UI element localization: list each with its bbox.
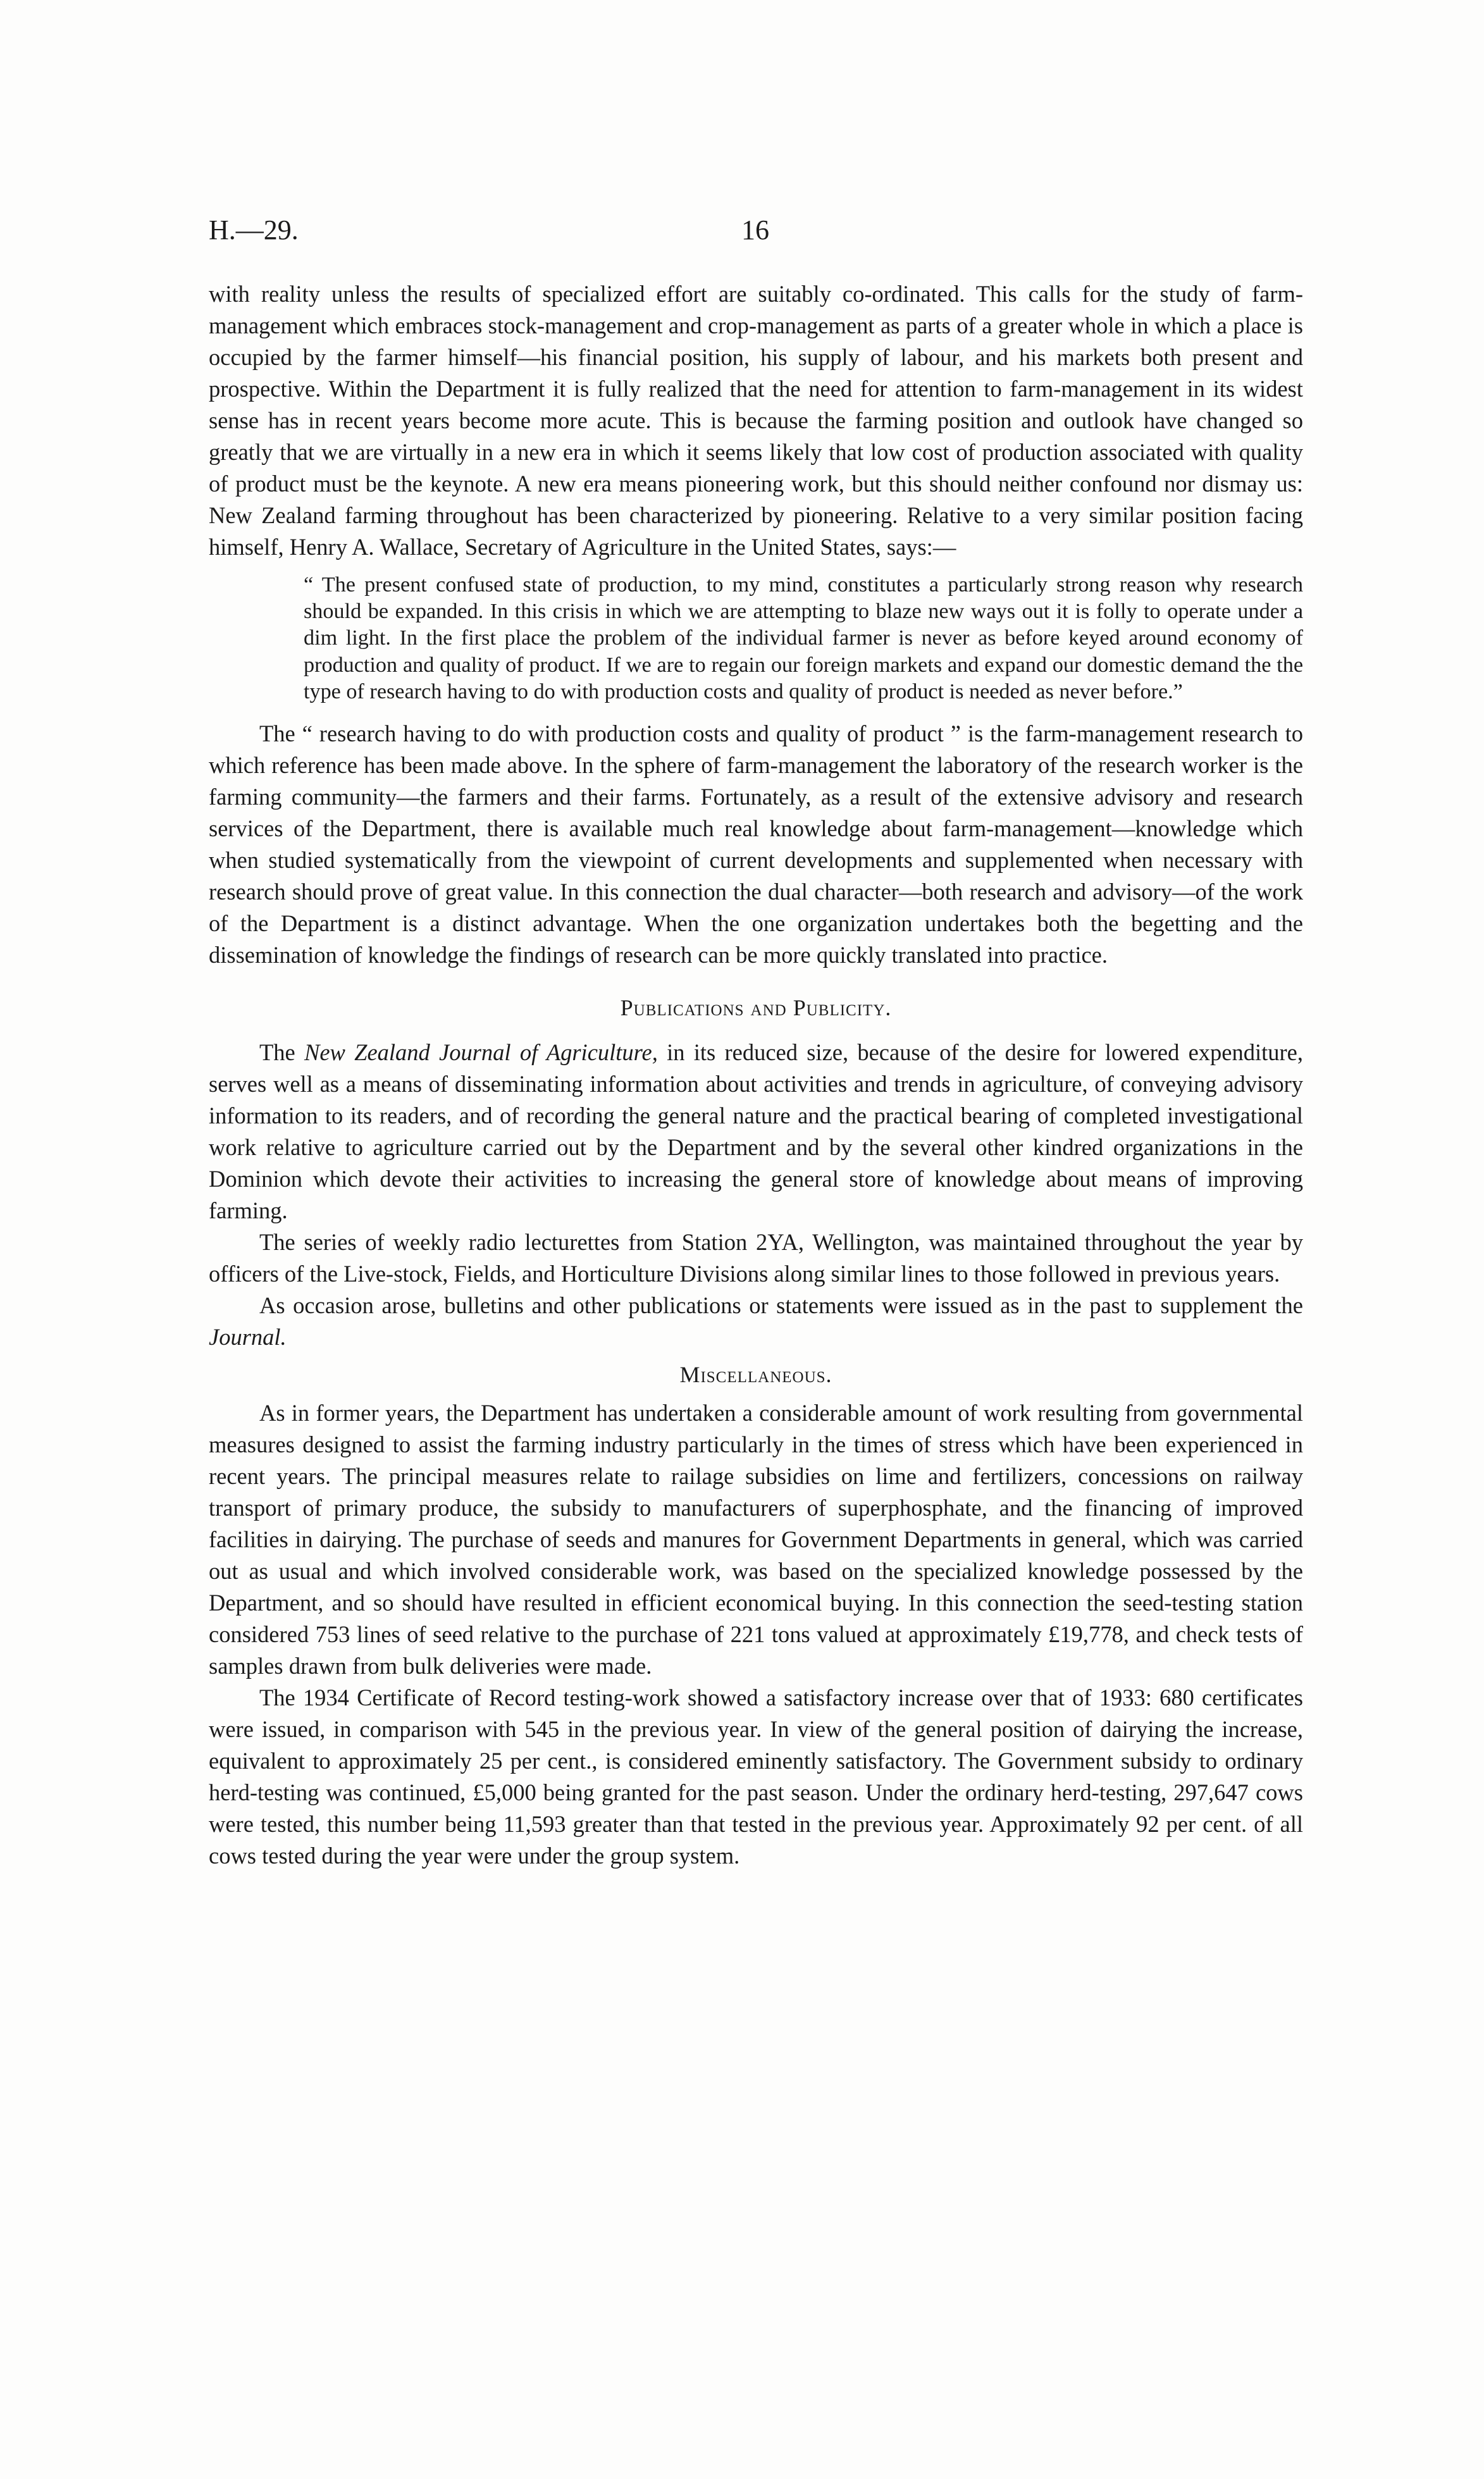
- paragraph-radio: The series of weekly radio lecturettes from Station 2YA, Wellington, was maintained throughout the year by officers of the Live-stock, Fields, and Horticulture Divisions along similar lines to those followed in previous years.: [209, 1229, 1303, 1287]
- paragraph-research: The “ research having to do with production costs and quality of product ” is the farm-management research to which reference has been made above. In the sphere of farm-management the laboratory of the research worker is the farming community—the farmers and their farms. Fortunately, as a result of the extensive advisory and research services of the Department, there is available much real knowledge about farm-management—knowledge which when studied systematically from the viewpoint of current developments and supplemented when necessary with research should prove of great value. In this connection the dual character—both research and advisory—of the work of the Department is a distinct advantage. When the one organization undertakes both the begetting and the dissemination of knowledge the findings of research can be more quickly translated into practice.: [209, 720, 1303, 968]
- section-heading-publications: Publications and Publicity.: [620, 995, 892, 1021]
- paragraph-bulletins: [209, 1290, 1303, 1353]
- text-span: in its reduced size, because of the desire for lowered expenditure, serves well as a means of disseminating information about activities and trends in agriculture, of conveying advisory information to its readers, and of recording the general nature and the practical bearing of completed investigational work relative to agriculture carried out by the Department and by the several other kindred organizations in the Dominion which devote their activities to increasing the general store of knowledge about means of improving farming.: [209, 1039, 1304, 1224]
- page-header: [209, 214, 1303, 252]
- paragraph-journal: [209, 1037, 1303, 1227]
- section-heading-miscellaneous: Miscellaneous.: [679, 1362, 832, 1388]
- text-span: As occasion arose, bulletins and other publications or statements were issued as in the past to supplement the: [259, 1292, 1303, 1319]
- paragraph-governmental-measures: As in former years, the Department has undertaken a considerable amount of work resulting from governmental measures designed to assist the farming industry particularly in the times of stress which have been experienced in recent years. The principal measures relate to railage subsidies on lime and fertilizers, concessions on railway transport of primary produce, the subsidy to manufacturers of superphosphate, and the financing of improved facilities in dairying. The purchase of seeds and manures for Government Departments in general, which was carried out as usual and which involved considerable work, was based on the specialized knowledge possessed by the Department, and so should have resulted in efficient economical buying. In this connection the seed-testing station considered 753 lines of seed relative to the purchase of 221 tons valued at approximately £19,778, and check tests of samples drawn from bulk deliveries were made.: [209, 1400, 1303, 1679]
- wallace-quotation: “ The present confused state of production, to my mind, constitutes a particularly strong reason why research should be expanded. In this crisis in which we are attempting to blaze new ways out it is folly to operate under a dim light. In the first place the problem of the individual farmer is never as before keyed around economy of production and quality of product. If we are to regain our foreign markets and expand our domestic demand the the type of research having to do with production costs and quality of product is needed as never before.”: [304, 573, 1303, 703]
- text-span: The: [259, 1039, 304, 1066]
- journal-title: Journal.: [209, 1324, 287, 1351]
- page-number: 16: [741, 214, 769, 245]
- document-reference: H.—29.: [209, 214, 299, 245]
- paragraph-farm-management: with reality unless the results of specialized effort are suitably co-ordinated. This calls for the study of farm-management which embraces stock-management and crop-management as parts of a greater whole in which a place is occupied by the farmer himself—his financial position, his supply of labour, and his markets both present and prospective. Within the Department it is fully realized that the need for attention to farm-management in its widest sense has in recent years become more acute. This is because the farming position and outlook have changed so greatly that we are virtually in a new era in which it seems likely that low cost of production associated with quality of product must be the keynote. A new era means pioneering work, but this should neither confound nor dismay us: New Zealand farming throughout has been characterized by pioneering. Relative to a very similar position facing himself, Henry A. Wallace, Secretary of Agriculture in the United States, says:—: [209, 281, 1303, 560]
- body-text: [209, 278, 1303, 1872]
- journal-title: New Zealand Journal of Agriculture,: [304, 1039, 658, 1066]
- paragraph-certificate-of-record: The 1934 Certificate of Record testing-work showed a satisfactory increase over that of 1933: 680 certificates were issued, in comparison with 545 in the previous year. In view of the general position of dairying the increase, equivalent to approximately 25 per cent., is considered eminently satisfactory. The Government subsidy to ordinary herd-testing was continued, £5,000 being granted for the past season. Under the ordinary herd-testing, 297,647 cows were tested, this number being 11,593 greater than that tested in the previous year. Approximately 92 per cent. of all cows tested during the year were under the group system.: [209, 1685, 1303, 1869]
